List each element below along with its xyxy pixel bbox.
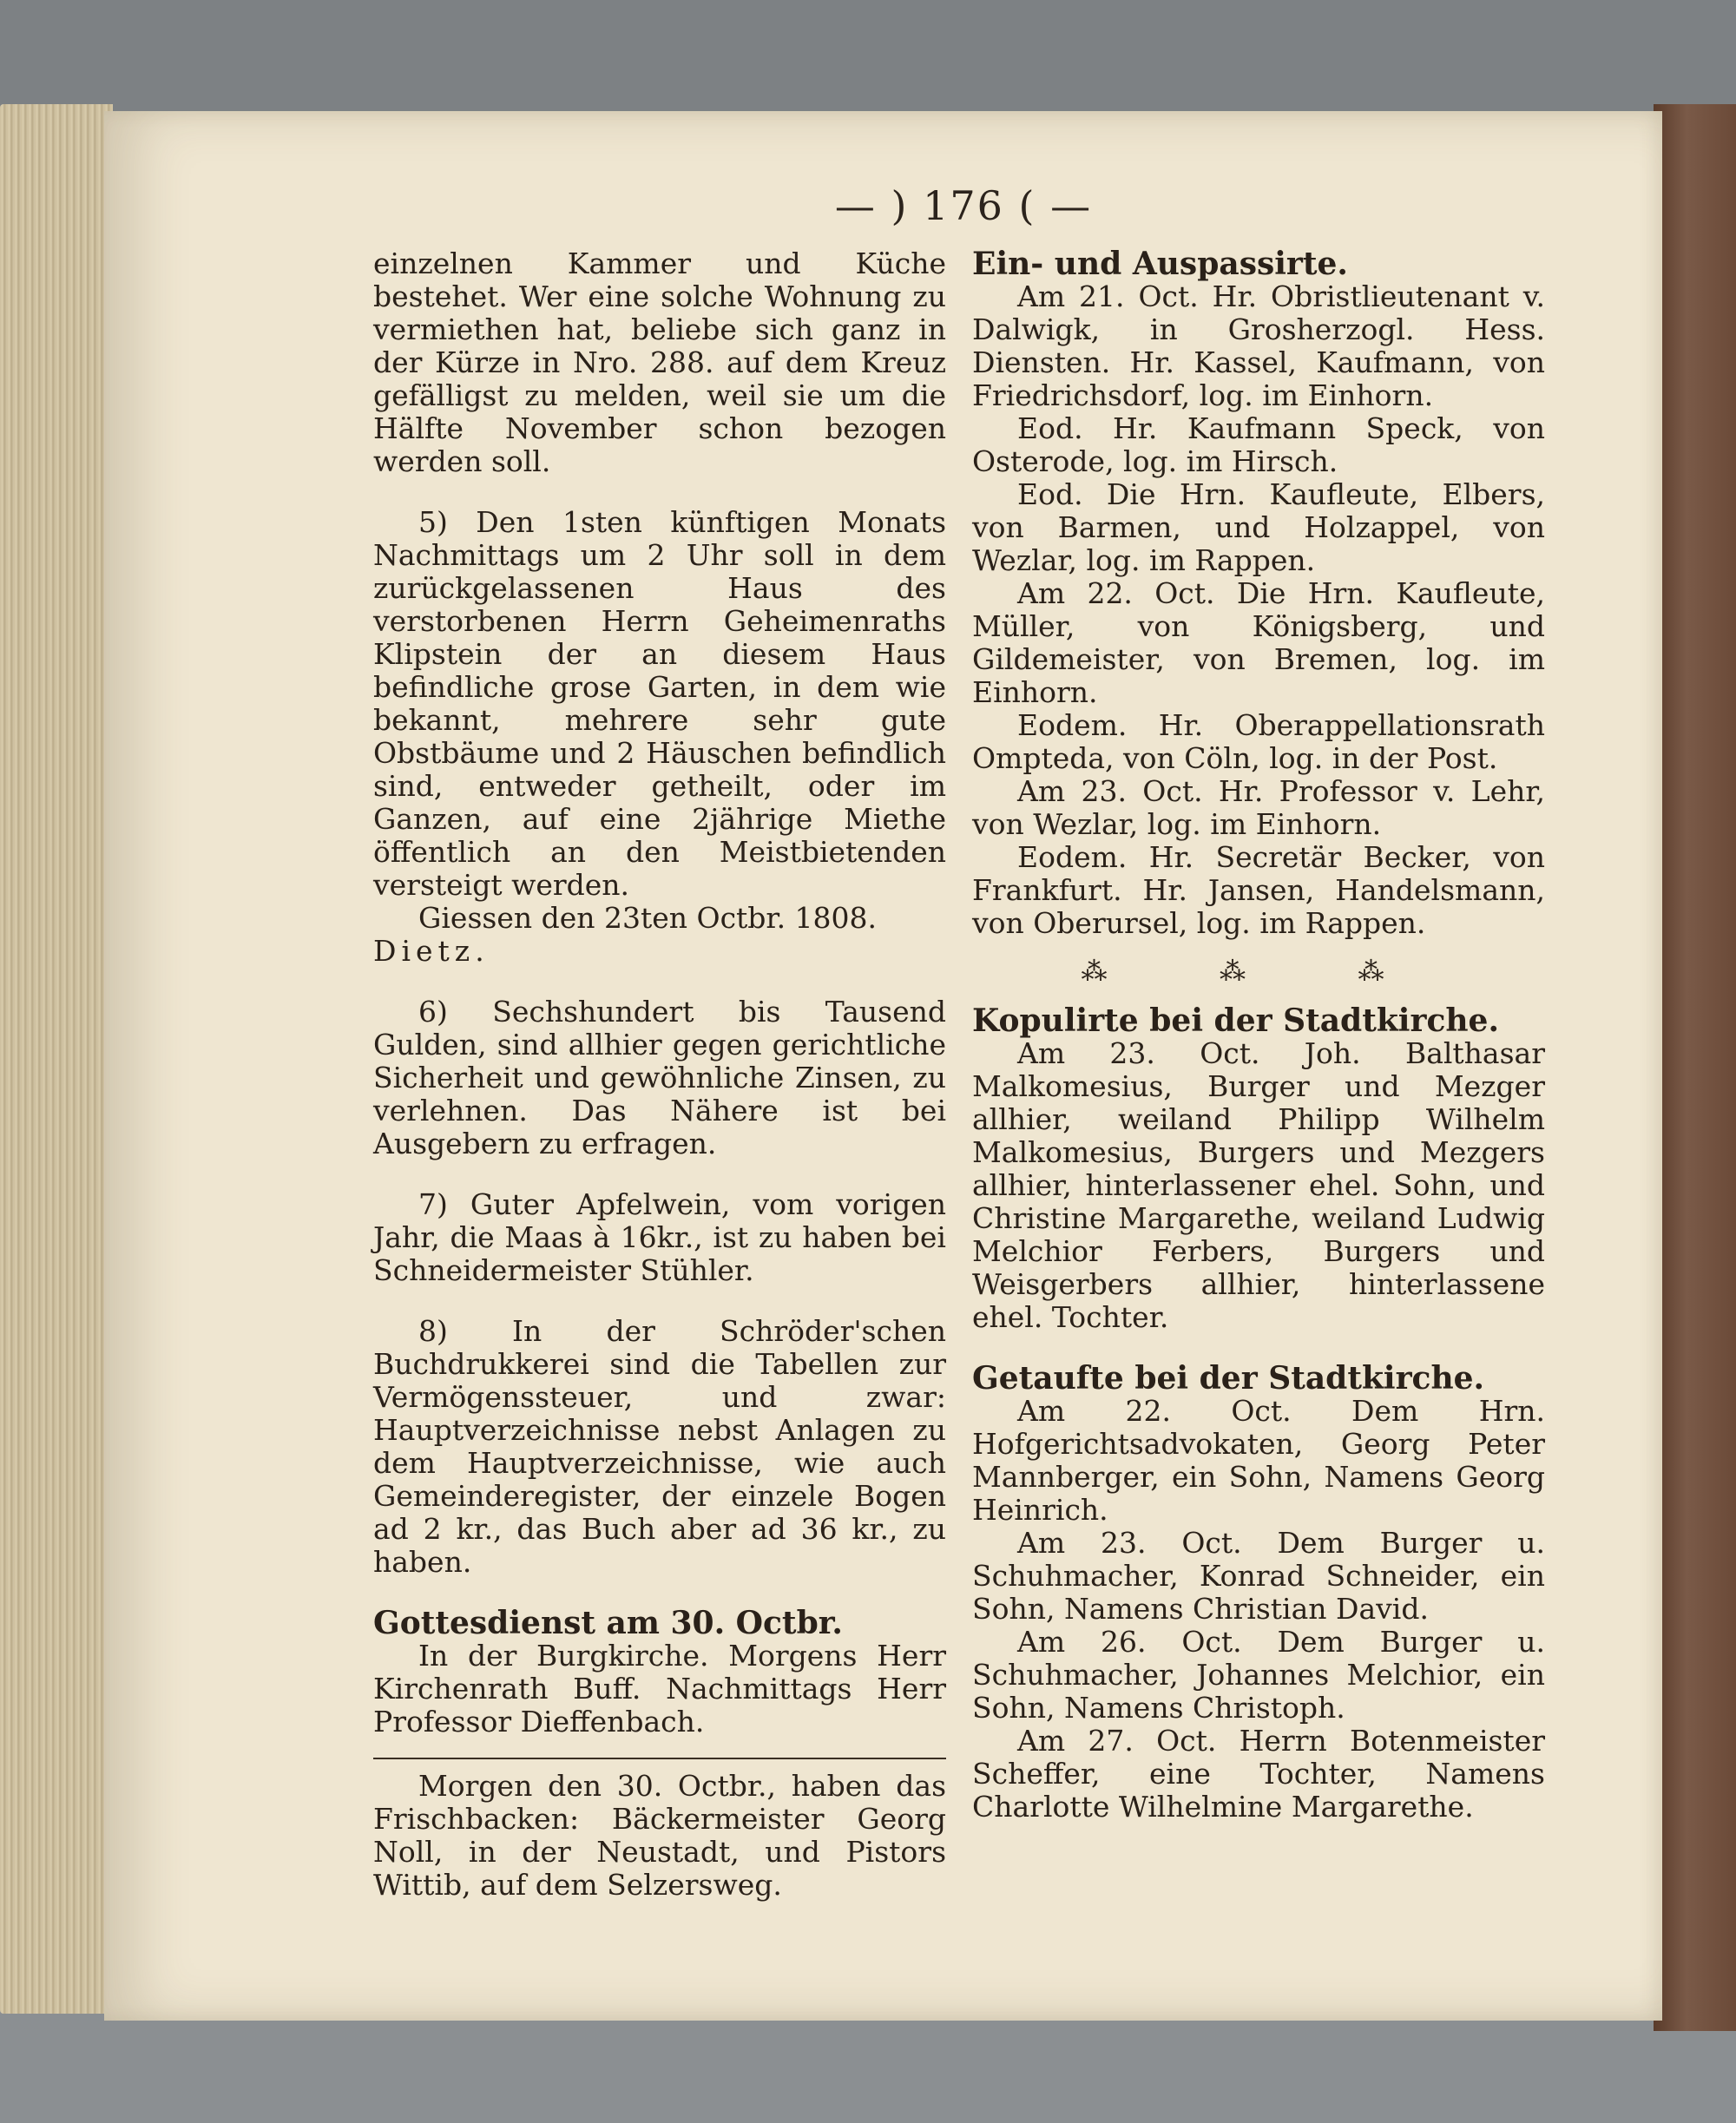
entry-arrival-5: Eodem. Hr. Oberappellationsrath Ompteda, von Cöln, log. in der Post. bbox=[972, 708, 1545, 775]
entry-arrival-1: Am 21. Oct. Hr. Obristlieutenant v. Dalwigk, in Grosherzogl. Hess. Diensten. Hr. Kassel, Kaufmann, von Friedrichsdorf, log. im Einhorn. bbox=[972, 279, 1545, 412]
book-cover-edge bbox=[1654, 104, 1736, 2031]
heading-getaufte: Getaufte bei der Stadtkirche. bbox=[972, 1360, 1485, 1397]
entry-arrival-3: Eod. Die Hrn. Kaufleute, Elbers, von Barmen, und Holzappel, von Wezlar, log. im Rappen. bbox=[972, 477, 1545, 577]
entry-baptism-2: Am 23. Oct. Dem Burger u. Schuhmacher, Konrad Schneider, ein Sohn, Namens Christian David. bbox=[972, 1526, 1545, 1626]
entry-baptism-3: Am 26. Oct. Dem Burger u. Schuhmacher, Johannes Melchior, ein Sohn, Namens Christoph. bbox=[972, 1625, 1545, 1725]
paragraph-gottesdienst: In der Burgkirche. Morgens Herr Kirchenrath Buff. Nachmittags Herr Professor Dieffenbach. bbox=[373, 1639, 946, 1738]
entry-arrival-7: Eodem. Hr. Secretär Becker, von Frankfurt. Hr. Jansen, Handelsmann, von Oberursel, log. im Rappen. bbox=[972, 840, 1545, 940]
page-number: — ) 176 ( — bbox=[834, 182, 1093, 229]
asterism-divider: ⁂ ⁂ ⁂ bbox=[1081, 956, 1437, 987]
paragraph-loan: 6) Sechshundert bis Tausend Gulden, sind allhier gegen gerichtliche Sicherheit und gewöhnliche Zinsen, zu verlehnen. Das Nähere ist bei Ausgebern zu erfragen. bbox=[373, 995, 946, 1160]
right-column bbox=[972, 247, 1545, 1824]
paragraph-tax-tables: 8) In der Schröder'schen Buchdrukkerei sind die Tabellen zur Vermögenssteuer, und zwar: Hauptverzeichnisse nebst Anlagen zu dem Hauptverzeichnisse, wie auch Gemeinderegister, der einzele Bogen ad 2 kr., das Buch aber ad 36 kr., zu haben. bbox=[373, 1314, 946, 1579]
heading-kopulirte: Kopulirte bei der Stadtkirche. bbox=[972, 1002, 1499, 1039]
paragraph-frischbacken: Morgen den 30. Octbr., haben das Frischbacken: Bäckermeister Georg Noll, in der Neustadt, und Pistors Wittib, auf dem Selzersweg. bbox=[373, 1769, 946, 1902]
auction-date: Giessen den 23ten Octbr. 1808. bbox=[418, 901, 878, 935]
entry-arrival-2: Eod. Hr. Kaufmann Speck, von Osterode, log. im Hirsch. bbox=[972, 411, 1545, 478]
paragraph-apartment: einzelnen Kammer und Küche bestehet. Wer eine solche Wohnung zu vermiethen hat, beliebe sich ganz in der Kürze in Nro. 288. auf dem Kreuz gefälligst zu melden, weil sie um die Hälfte November schon bezogen werden soll. bbox=[373, 246, 946, 478]
paragraph-cider: 7) Guter Apfelwein, vom vorigen Jahr, die Maas à 16kr., ist zu haben bei Schneidermeister Stühler. bbox=[373, 1187, 946, 1287]
entry-arrival-6: Am 23. Oct. Hr. Professor v. Lehr, von Wezlar, log. im Einhorn. bbox=[972, 774, 1545, 841]
heading-gottesdienst: Gottesdienst am 30. Octbr. bbox=[373, 1605, 843, 1641]
heading-ein-auspassirte: Ein- und Auspassirte. bbox=[972, 246, 1348, 282]
background-top bbox=[0, 0, 1736, 122]
left-column bbox=[373, 247, 946, 1902]
entry-baptism-1: Am 22. Oct. Dem Hrn. Hofgerichtsadvokaten, Georg Peter Mannberger, ein Sohn, Namens Georg Heinrich. bbox=[972, 1394, 1545, 1527]
entry-marriage-1: Am 23. Oct. Joh. Balthasar Malkomesius, Burger und Mezger allhier, weiland Philipp Wilhelm Malkomesius, Burgers und Mezgers allhier, hinterlassener ehel. Sohn, und Christine Margarethe, weiland Ludwig Melchior Ferbers, Burgers und Weisgerbers allhier, hinterlassene ehel. Tochter. bbox=[972, 1036, 1545, 1334]
entry-baptism-4: Am 27. Oct. Herrn Botenmeister Scheffer, eine Tochter, Namens Charlotte Wilhelmine Margarethe. bbox=[972, 1724, 1545, 1824]
paragraph-garden-auction: 5) Den 1sten künftigen Monats Nachmittags um 2 Uhr soll in dem zurückgelassenen Haus des verstorbenen Herrn Geheimenraths Klipstein der an diesem Haus befindliche grose Garten, in dem wie bekannt, mehrere sehr gute Obstbäume und 2 Häuschen befindlich sind, entweder getheilt, oder im Ganzen, auf eine 2jährige Miethe öffentlich an den Meistbietenden versteigt werden. bbox=[373, 505, 946, 902]
auction-signature: Dietz. bbox=[373, 934, 490, 968]
entry-arrival-4: Am 22. Oct. Die Hrn. Kaufleute, Müller, von Königsberg, und Gildemeister, von Bremen, log. im Einhorn. bbox=[972, 576, 1545, 709]
divider-rule bbox=[373, 1758, 946, 1759]
book-page-edges bbox=[0, 104, 113, 2014]
